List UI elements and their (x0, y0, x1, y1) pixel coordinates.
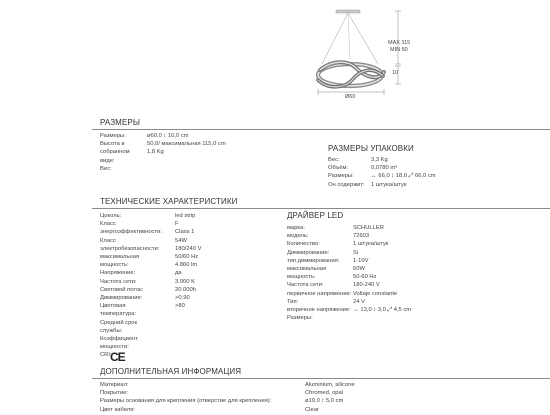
additional-row-key: Покрытие: (100, 390, 129, 397)
tech-row-key: службы: (100, 327, 123, 334)
tech-row (100, 245, 300, 253)
driver-row-value: 1-10V (353, 257, 369, 264)
tech-row (100, 294, 300, 302)
tech-row (100, 319, 300, 327)
driver-row (287, 306, 517, 314)
tech-row (100, 261, 300, 269)
driver-row-key: мощность: (287, 274, 316, 281)
driver-row (287, 240, 517, 248)
additional-row-value: Chromed, opal (305, 390, 344, 397)
additional-row (100, 406, 520, 414)
driver-row-value: 1 штука/штук (353, 241, 389, 248)
packaging-row-value: 1 штука/штук (371, 181, 407, 188)
tech-row-key: Средний срок (100, 319, 138, 326)
additional-row-key: Размеры основания для крепления (отверстие для крепления): (100, 398, 272, 405)
tech-row-value (175, 310, 300, 318)
driver-row (287, 290, 517, 298)
tech-row-value: F (175, 221, 179, 228)
driver-row-key: Частота сети: (287, 282, 324, 289)
driver-row-key: тип диммирования: (287, 257, 340, 264)
tech-row-value (175, 327, 300, 335)
sizes-row-value: 50,0/ максимальная 115,0 cm (147, 141, 226, 148)
sizes-list (100, 132, 300, 173)
ce-mark-logo: CE (110, 350, 125, 364)
driver-row-value (353, 314, 517, 322)
packaging-row (328, 156, 528, 164)
sizes-row (100, 140, 300, 148)
additional-row-value: Aluminium, silicone (305, 382, 355, 388)
additional-row-value: Clear (305, 406, 319, 413)
driver-row-value: ↔ 13,0 ↕ 3,0 ⤢ 4,5 cm (353, 307, 412, 314)
tech-row-value (175, 319, 300, 327)
tech-row (100, 302, 300, 310)
sizes-row-key: виде: (100, 157, 115, 164)
additional-row-value: ø19,0 ↕ 5,0 cm (305, 398, 344, 405)
tech-row (100, 228, 300, 236)
driver-row-key: Диммирование: (287, 249, 330, 256)
tech-row-key: Световой поток: (100, 286, 144, 293)
additional-row (100, 389, 520, 397)
additional-row-key: Материал: (100, 382, 129, 388)
driver-row-value: 180-240 V (353, 282, 380, 289)
driver-row-key: Количество: (287, 241, 320, 248)
tech-row-key: Напряжение: (100, 270, 136, 277)
driver-row-value: 24 V (353, 298, 365, 305)
driver-row (287, 298, 517, 306)
tech-row-value: >80 (175, 303, 185, 310)
tech-row (100, 278, 300, 286)
tech-row (100, 237, 300, 245)
driver-row-key: первичное напряжение: (287, 290, 352, 297)
packaging-row-key: Размеры: (328, 173, 354, 180)
tech-divider (92, 208, 550, 209)
tech-row-value: 54W (175, 237, 187, 244)
driver-row-value: Si (353, 249, 359, 256)
sizes-row-key: собранном (100, 149, 130, 156)
tech-row-key: Коэффициент (100, 336, 138, 343)
tech-row-key: Цоколь: (100, 213, 122, 219)
tech-row-value: 20.000h (175, 286, 196, 293)
tech-row-key: энергоэффективности: (100, 229, 162, 236)
sizes-row-value: ø60,0 ↕ 10,0 cm (147, 133, 189, 139)
driver-row-key: Тип: (287, 298, 299, 305)
tech-row-value: 180/240 V (175, 245, 202, 252)
driver-row-value: 72603 (353, 233, 370, 240)
tech-row-value: 50/60 Hz (175, 254, 199, 261)
tech-row-key: электробезопасности: (100, 245, 160, 252)
tech-row-key: максимальная (100, 254, 140, 261)
tech-row-key: мощности: (100, 344, 129, 351)
packaging-row (328, 164, 528, 172)
packaging-row-key: Вес: (328, 157, 340, 163)
additional-row-key: Цвет кабеля: (100, 406, 135, 413)
packaging-row-value: 0,0780 m³ (371, 165, 398, 172)
tech-row (100, 286, 300, 294)
packaging-row-key: Он содержит: (328, 181, 365, 188)
sizes-row-value (147, 165, 300, 173)
tech-row-key: Класс (100, 221, 116, 228)
driver-row (287, 281, 517, 289)
sizes-row-value: 1,8 Kg (147, 149, 164, 156)
driver-row (287, 273, 517, 281)
dimension-height-label: 10 (392, 70, 399, 76)
tech-row-key: Диммирование: (100, 295, 143, 302)
packaging-row-value: ↔ 66,0 ↕ 18,0 ⤢ 66,0 cm (371, 173, 436, 180)
sizes-row-key: Вес: (100, 165, 112, 172)
additional-row (100, 397, 520, 405)
tech-row (100, 351, 300, 359)
packaging-row-value: 3,3 Kg (371, 157, 388, 163)
driver-row (287, 249, 517, 257)
tech-list (100, 212, 300, 360)
additional-title: ДОПОЛНИТЕЛЬНАЯ ИНФОРМАЦИЯ (100, 367, 242, 376)
tech-row (100, 335, 300, 343)
driver-row-key: модель: (287, 233, 309, 240)
tech-row (100, 269, 300, 277)
driver-row-value: SCHULLER (353, 225, 384, 231)
dimension-diameter-label: Ø60 (345, 94, 356, 100)
driver-row-key: максимальная (287, 266, 327, 273)
packaging-row (328, 172, 528, 180)
tech-row (100, 327, 300, 335)
sizes-divider (92, 129, 550, 130)
sizes-row-key: Высота в (100, 141, 125, 148)
tech-row (100, 310, 300, 318)
dimension-max-label: MAX 115 (388, 40, 411, 46)
driver-title: ДРАЙВЕР LED (287, 211, 344, 220)
driver-row-key: марка: (287, 225, 305, 231)
tech-title: ТЕХНИЧЕСКИЕ ХАРАКТЕРИСТИКИ (100, 197, 238, 206)
tech-row-value: >0,90 (175, 295, 190, 302)
driver-row (287, 232, 517, 240)
tech-row-key: Частота сети: (100, 278, 137, 285)
driver-list (287, 224, 517, 322)
sizes-row-key: Размеры: (100, 133, 126, 139)
tech-row (100, 343, 300, 351)
packaging-row-key: Объём: (328, 165, 349, 172)
tech-row-key: Класс (100, 237, 116, 244)
lamp-illustration (0, 0, 550, 112)
driver-row-key: вторичное напряжение: (287, 307, 351, 314)
sizes-row (100, 148, 300, 156)
product-drawing (0, 0, 550, 112)
packaging-title: РАЗМЕРЫ УПАКОВКИ (328, 144, 414, 153)
driver-row-value: Voltaje constante (353, 290, 398, 297)
additional-list (100, 381, 520, 414)
tech-row-value: Class 1 (175, 229, 195, 236)
driver-row-value: 60W (353, 266, 365, 273)
tech-row (100, 220, 300, 228)
sizes-row (100, 157, 300, 165)
sizes-row-value (147, 157, 300, 165)
tech-row-value (175, 351, 300, 359)
tech-row-key: CRI: (100, 352, 112, 359)
driver-row (287, 257, 517, 265)
tech-row-key: Цветовая (100, 303, 126, 310)
packaging-row (328, 181, 528, 189)
sizes-title: РАЗМЕРЫ (100, 118, 140, 127)
tech-row-value: 4.860 lm (175, 262, 198, 269)
driver-row (287, 314, 517, 322)
sizes-row (100, 132, 300, 140)
tech-row-value: да (175, 270, 182, 277)
driver-row-value: 50-60 Hz (353, 274, 377, 281)
tech-row-key: температура: (100, 311, 137, 318)
driver-row-key: Размеры: (287, 315, 313, 322)
tech-row (100, 212, 300, 220)
dimension-min-label: MIN 50 (390, 47, 408, 53)
additional-row (100, 381, 520, 389)
tech-row-value: 3.000 K (175, 278, 195, 285)
sizes-row (100, 165, 300, 173)
tech-row-value (175, 343, 300, 351)
additional-divider (92, 378, 550, 379)
tech-row-value: led strip (175, 213, 196, 219)
driver-row (287, 265, 517, 273)
driver-row (287, 224, 517, 232)
tech-row (100, 253, 300, 261)
tech-row-key: мощность: (100, 262, 129, 269)
packaging-list (328, 156, 528, 189)
tech-row-value (175, 335, 300, 343)
